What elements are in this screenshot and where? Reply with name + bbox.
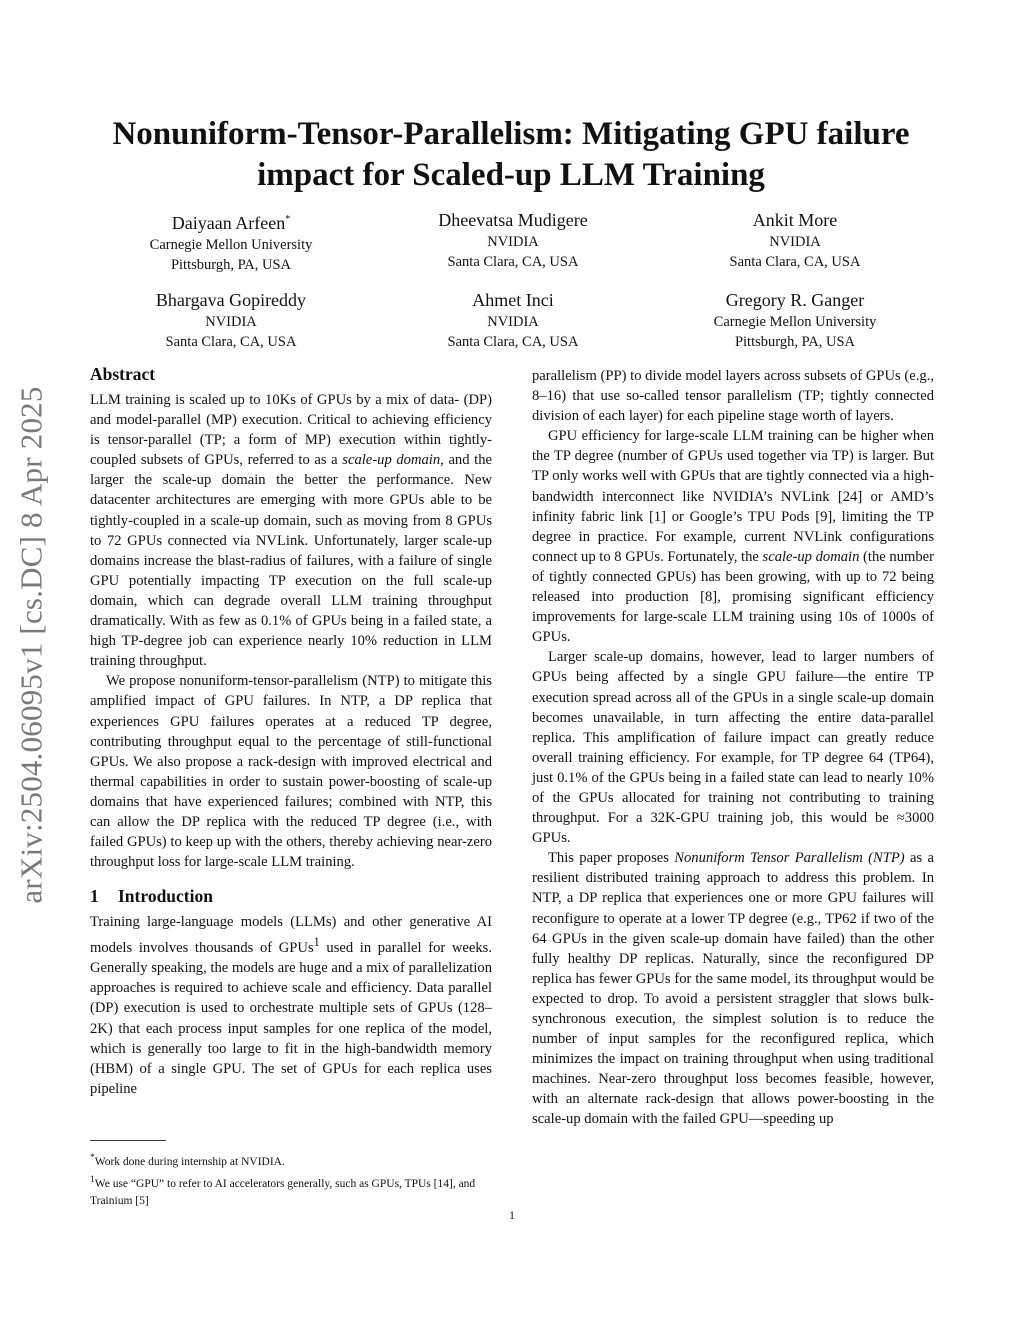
emphasis: scale-up domain <box>342 452 441 469</box>
author-name: Dheevatsa Mudigere <box>438 210 588 230</box>
author-name: Gregory R. Ganger <box>725 290 865 310</box>
author-location: Santa Clara, CA, USA <box>447 334 579 350</box>
author-block <box>90 208 936 365</box>
section-heading-introduction <box>90 884 492 908</box>
author <box>372 288 654 352</box>
footnote: *Work done during internship at NVIDIA. <box>90 1152 285 1168</box>
author-name: Daiyaan Arfeen <box>171 213 286 233</box>
author-affiliation: Carnegie Mellon University <box>149 237 313 253</box>
author <box>654 288 936 352</box>
author-affiliation: NVIDIA <box>487 234 539 250</box>
author <box>372 208 654 275</box>
body-paragraph: Training large-language models (LLMs) and other generative AI models involves thousands of GPUs$^1$ used in parallel for weeks. Generally speaking, the models are huge and a mix of parallelization approaches is required to achieve scale and efficiency. Data parallel (DP) execution is used to orchestrate multiple sets of GPUs (128–2K) that each process input samples for one replica of the model, which is generally too large to fit in the high-bandwidth memory (HBM) of a single GPU. The set of GPUs for each replica uses pipeline <box>90 914 493 1097</box>
page-number: 1 <box>509 1208 515 1222</box>
body-paragraph: parallelism (PP) to divide model layers across subsets of GPUs (e.g., 8–16) that use so-called tensor parallelism (TP; tightly connected division of each layer) for each pipeline stage worth of layers. <box>532 368 934 425</box>
author-location: Santa Clara, CA, USA <box>447 254 579 270</box>
author-affiliation: Carnegie Mellon University <box>713 314 877 330</box>
author-location: Santa Clara, CA, USA <box>165 334 297 350</box>
abstract-paragraph: LLM training is scaled up to 10Ks of GPUs by a mix of data- (DP) and model-parallel (MP) execution. Critical to achieving efficiency is tensor-parallel (TP; a form of MP) execution within tightly-coupled subsets of GPUs, referred to as a scale-up domain, and the larger the scale-up domain the better the performance. New datacenter architectures are emerging with more GPUs able to be tightly-coupled in a scale-up domain, such as moving from 8 GPUs to 72 GPUs connected via NVLink. Unfortunately, larger scale-up domains increase the blast-radius of failures, with a failure of single GPU potentially impacting TP execution on the full scale-up domain, which can degrade overall LLM training throughput dramatically. With as few as 0.1% of GPUs being in a failed state, a high TP-degree job can experience nearly 10% reduction in LLM training throughput. <box>90 392 492 670</box>
section-title: Introduction <box>118 886 213 907</box>
emphasis: Nonuniform Tensor Parallelism (NTP) <box>674 850 905 867</box>
abstract-paragraph: We propose nonuniform-tensor-parallelism (NTP) to mitigate this amplified impact of GPU failures. In NTP, a DP replica that experiences GPU failures operates at a reduced TP degree, contributing throughput equal to the percentage of still-functional GPUs. We also propose a rack-design with improved electrical and thermal capabilities in order to sustain power-boosting of scale-up domains that have experienced failures; combined with NTP, this can allow the DP replica with the reduced TP degree (i.e., with failed GPUs) to keep up with the others, thereby achieving near-zero throughput loss for large-scale LLM training. <box>90 673 492 871</box>
left-column <box>90 362 492 1099</box>
author <box>90 208 372 275</box>
author-location: Pittsburgh, PA, USA <box>734 334 856 350</box>
right-column <box>532 366 934 1130</box>
author <box>90 288 372 352</box>
abstract-heading: Abstract <box>90 364 156 384</box>
footnotes <box>90 1140 492 1210</box>
author-name: Ankit More <box>752 210 838 230</box>
author-affiliation: NVIDIA <box>769 234 821 250</box>
arxiv-identifier: arXiv:2504.06095v1 [cs.DC] 8 Apr 2025 <box>14 386 50 904</box>
arxiv-watermark <box>12 362 52 928</box>
author-footnote-mark: * <box>285 214 291 225</box>
footnote-rule <box>90 1140 166 1141</box>
paper-title: Nonuniform-Tensor-Parallelism: Mitigating GPU failure impact for Scaled-up LLM Training <box>112 116 910 193</box>
author-row-1 <box>90 208 936 275</box>
author <box>654 208 936 275</box>
author-row-2 <box>90 288 936 352</box>
section-number: 1 <box>90 886 99 907</box>
author-location: Pittsburgh, PA, USA <box>170 257 292 273</box>
body-paragraph: This paper proposes Nonuniform Tensor Parallelism (NTP) as a resilient distributed training approach to address this problem. In NTP, a DP replica that experiences one or more GPU failures will reconfigure to operate at a lower TP degree (e.g., TP62 if two of the 64 GPUs in the given scale-up domain have failed) than the other fully healthy DP replicas. Naturally, since the reconfigured DP replica has fewer GPUs for the same model, its throughput would be expected to drop. To avoid a persistent straggler that slows bulk-synchronous execution, the simplest solution is to reduce the number of input samples for the reconfigured replica, which minimizes the impact on training throughput when using traditional machines. Near-zero throughput loss becomes feasible, however, with an alternate rack-design that allows power-boosting in the scale-up domain with the failed GPU—speeding up <box>532 850 934 1128</box>
emphasis: scale-up domain <box>762 548 860 565</box>
footnote: $^1$We use “GPU” to refer to AI accelerators generally, such as GPUs, TPUs [14], and Trainium [5] <box>90 1173 476 1207</box>
author-name: Ahmet Inci <box>472 290 554 310</box>
footnote-ref[interactable]: 1 <box>313 935 320 950</box>
author-affiliation: NVIDIA <box>487 314 539 330</box>
author-location: Santa Clara, CA, USA <box>729 254 861 270</box>
author-affiliation: NVIDIA <box>205 314 257 330</box>
author-name: Bhargava Gopireddy <box>155 290 307 310</box>
body-paragraph: Larger scale-up domains, however, lead to larger numbers of GPUs being affected by a single GPU failure—the entire TP execution spread across all of the GPUs in a single scale-up domain becomes unavailable, in turn affecting the entire data-parallel replica. This amplification of failure impact can greatly reduce overall training efficiency. For example, for TP degree 64 (TP64), just 0.1% of the GPUs being in a failed state can lead to nearly 10% of the GPUs allocated for training not contributing to training throughput. For a 32K-GPU training job, this would be ≈3000 GPUs. <box>532 649 934 847</box>
body-paragraph: GPU efficiency for large-scale LLM training can be higher when the TP degree (number of GPUs used together via TP) is larger. But TP only works well with GPUs that are tightly connected via a high-bandwidth interconnect like NVIDIA’s NVLink [24] or AMD’s infinity fabric link [1] or Google’s TPU Pods [9], limiting the TP degree in practice. For example, current NVLink configurations connect up to 8 GPUs. Fortunately, the scale-up domain (the number of tightly connected GPUs) has been growing, with up to 72 being released into production [8], promising significant efficiency improvements for large-scale LLM training using 10s of 1000s of GPUs. <box>532 428 934 646</box>
